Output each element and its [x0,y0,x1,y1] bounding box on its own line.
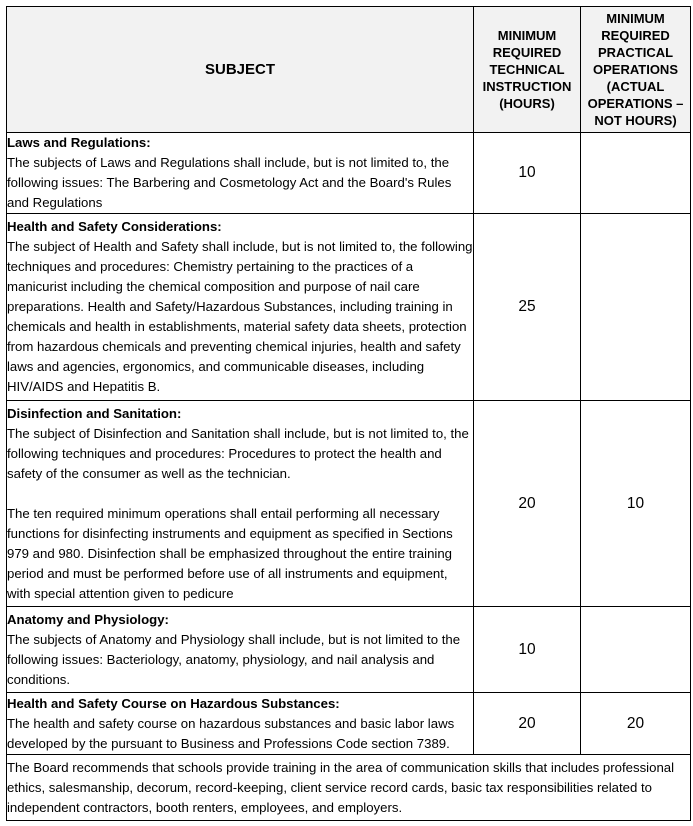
subject-description: The subjects of Laws and Regulations shall include, but is not limited to, the following issues: The Barbering and Cosmetology Act and the Board's Rules and Regulations [7,155,452,210]
hours-cell: 10 [474,607,581,693]
operations-cell [581,607,691,693]
table-row [7,214,691,401]
operations-cell: 20 [581,693,691,755]
subject-title: Health and Safety Considerations: [7,219,222,234]
operations-cell [581,214,691,401]
subject-cell [7,214,474,401]
hours-cell: 20 [474,693,581,755]
footer-row [7,755,691,821]
subject-cell [7,693,474,755]
header-row [7,7,691,133]
subject-cell [7,133,474,214]
subject-description: The ten required minimum operations shall entail performing all necessary functions for disinfecting instruments and equipment as specified in Sections 979 and 980. Disinfection shall be emphasized throughout the entire training period and must be performed before use of all instruments and equipment, with special attention given to pedicure [7,505,453,601]
subject-title: Laws and Regulations: [7,135,151,150]
subject-cell [7,607,474,693]
subject-title: Anatomy and Physiology: [7,611,169,627]
table-row [7,693,691,755]
operations-cell [581,133,691,214]
subject-title: Health and Safety Course on Hazardous Substances: [7,695,340,711]
table-row [7,133,691,214]
footer-note: The Board recommends that schools provide training in the area of communication skills that includes professional ethics, salesmanship, decorum, record-keeping, client service record cards, basic tax responsibilities related to independent contractors, booth renters, employees, and employers. [7,755,691,821]
hours-cell: 25 [474,214,581,401]
hours-cell: 10 [474,133,581,214]
subject-cell [7,401,474,607]
hours-cell: 20 [474,401,581,607]
subject-description: The subject of Disinfection and Sanitation shall include, but is not limited to, the following techniques and procedures: Procedures to protect the health and safety of the consumer as well as the technician. [7,425,469,481]
curriculum-table [6,6,691,821]
operations-cell: 10 [581,401,691,607]
header-practical-operations: MINIMUM REQUIRED PRACTICAL OPERATIONS (ACTUAL OPERATIONS – NOT HOURS) [581,7,691,133]
subject-description: The subject of Health and Safety shall include, but is not limited to, the following techniques and procedures: Chemistry pertaining to the practices of a manicurist including the chemical composition and purpose of nail care preparations. Health and Safety/Hazardous Substances, including training in chemicals and health in establishments, material safety data sheets, protection from hazardous chemicals and preventing chemical injuries, health and safety laws and agencies, ergonomics, and communicable diseases, including HIV/AIDS and Hepatitis B. [7,239,473,394]
header-technical-hours: MINIMUM REQUIRED TECHNICAL INSTRUCTION (HOURS) [474,7,581,133]
subject-description: The health and safety course on hazardous substances and basic labor laws developed by the pursuant to Business and Professions Code section 7389. [7,715,455,751]
subject-title: Disinfection and Sanitation: [7,405,182,421]
subject-description: The subjects of Anatomy and Physiology shall include, but is not limited to the following issues: Bacteriology, anatomy, physiology, and nail analysis and conditions. [7,631,461,687]
table-row [7,401,691,607]
table-row [7,607,691,693]
header-subject: SUBJECT [7,7,474,133]
